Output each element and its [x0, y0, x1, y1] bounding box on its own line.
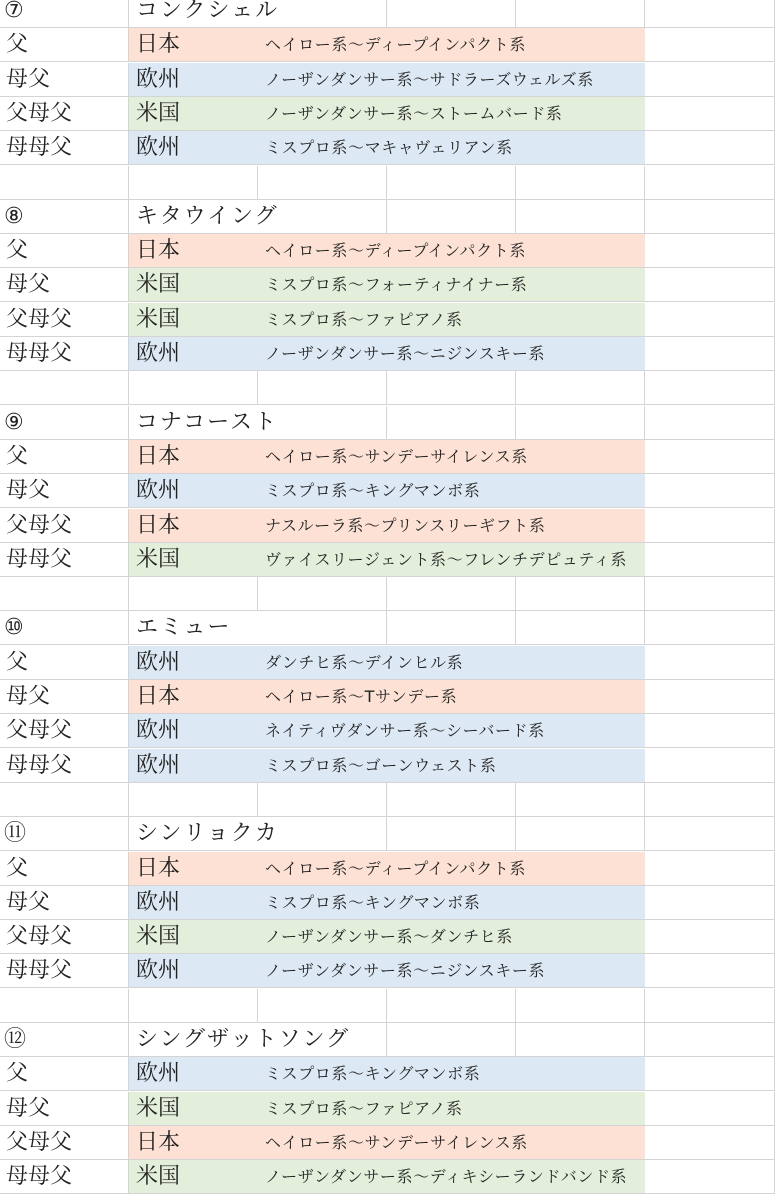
region-label: 欧州 [136, 649, 181, 675]
grid-cell[interactable] [645, 474, 775, 508]
grid-cell[interactable] [0, 577, 129, 611]
grid-cell[interactable] [645, 268, 775, 302]
blank-row [0, 989, 775, 1023]
blank-row [0, 166, 775, 200]
region-label: 日本 [136, 443, 181, 469]
horse-header-row [0, 817, 775, 851]
pedigree-row [0, 509, 775, 543]
sire-line-text: ミスプロ系〜ゴーンウェスト系 [265, 755, 497, 775]
sire-line-text: ミスプロ系〜ファピアノ系 [265, 309, 463, 329]
grid-cell[interactable] [645, 989, 775, 1023]
pedigree-row [0, 1160, 775, 1194]
grid-cell[interactable] [129, 166, 258, 200]
horse-number: ⑨ [4, 409, 24, 435]
grid-cell[interactable] [645, 200, 775, 234]
horse-name: コナコースト [136, 409, 279, 435]
grid-cell[interactable] [645, 28, 775, 62]
sire-line-text: ヘイロー系〜ディープインパクト系 [265, 241, 526, 261]
pedigree-row [0, 680, 775, 714]
pedigree-position-label: 母母父 [6, 752, 73, 778]
horse-header-row [0, 1023, 775, 1057]
sire-line-text: ヘイロー系〜Tサンデー系 [265, 687, 458, 706]
region-label: 米国 [136, 924, 181, 950]
pedigree-row [0, 268, 775, 302]
pedigree-row [0, 474, 775, 508]
region-label: 米国 [136, 1095, 181, 1121]
grid-cell[interactable] [387, 0, 516, 28]
sire-line-text: ノーザンダンサー系〜ストームバード系 [265, 103, 563, 123]
grid-cell[interactable] [645, 1160, 775, 1194]
pedigree-position-label: 父母父 [6, 924, 73, 950]
grid-cell[interactable] [387, 989, 516, 1023]
region-label: 欧州 [136, 718, 181, 744]
grid-cell[interactable] [645, 714, 775, 748]
pedigree-row [0, 646, 775, 680]
pedigree-position-label: 父 [6, 649, 29, 675]
horse-header-row [0, 200, 775, 234]
sire-line-text: ヘイロー系〜ディープインパクト系 [265, 858, 526, 878]
pedigree-row [0, 303, 775, 337]
sire-line-text: ヘイロー系〜サンデーサイレンス系 [265, 1132, 528, 1152]
pedigree-position-label: 父母父 [6, 306, 73, 332]
grid-cell[interactable] [0, 989, 129, 1023]
grid-cell[interactable] [258, 783, 387, 817]
grid-cell[interactable] [516, 166, 645, 200]
grid-cell[interactable] [516, 817, 645, 851]
sire-line-text: ミスプロ系〜キングマンボ系 [265, 481, 481, 501]
region-label: 欧州 [136, 889, 181, 915]
sire-line-text: ヘイロー系〜サンデーサイレンス系 [265, 446, 528, 466]
pedigree-position-label: 母父 [6, 272, 51, 298]
grid-cell[interactable] [645, 680, 775, 714]
sire-line-text: ノーザンダンサー系〜ニジンスキー系 [265, 344, 546, 363]
sire-line-text: ネイティヴダンサー系〜シーバード系 [265, 721, 545, 741]
horse-name: シンリョクカ [136, 821, 279, 847]
grid-cell[interactable] [387, 611, 516, 645]
grid-cell[interactable] [645, 509, 775, 543]
grid-cell[interactable] [516, 1023, 645, 1057]
grid-cell[interactable] [645, 1057, 775, 1091]
pedigree-row [0, 886, 775, 920]
pedigree-position-label: 父母父 [6, 100, 73, 126]
sire-line-text: ミスプロ系〜マキャヴェリアン系 [265, 138, 513, 158]
pedigree-row [0, 954, 775, 988]
grid-cell[interactable] [645, 1023, 775, 1057]
grid-cell[interactable] [516, 989, 645, 1023]
pedigree-position-label: 母母父 [6, 1164, 73, 1190]
sire-line-text: ミスプロ系〜ファピアノ系 [265, 1098, 463, 1118]
grid-cell[interactable] [645, 920, 775, 954]
region-label: 欧州 [136, 1061, 181, 1087]
grid-cell[interactable] [129, 989, 258, 1023]
grid-cell[interactable] [645, 646, 775, 680]
pedigree-position-label: 母父 [6, 66, 51, 92]
pedigree-position-label: 父母父 [6, 718, 73, 744]
sire-line-text: ノーザンダンサー系〜ダンチヒ系 [265, 927, 513, 947]
region-label: 日本 [136, 855, 181, 881]
pedigree-row [0, 131, 775, 165]
region-label: 欧州 [136, 478, 181, 504]
pedigree-row [0, 920, 775, 954]
grid-cell[interactable] [387, 166, 516, 200]
pedigree-position-label: 父 [6, 443, 29, 469]
grid-cell[interactable] [645, 954, 775, 988]
pedigree-position-label: 父 [6, 32, 29, 58]
pedigree-position-label: 父母父 [6, 1129, 73, 1155]
pedigree-row [0, 1126, 775, 1160]
grid-cell[interactable] [129, 577, 258, 611]
grid-cell[interactable] [258, 166, 387, 200]
region-label: 米国 [136, 306, 181, 332]
pedigree-position-label: 母父 [6, 889, 51, 915]
region-label: 日本 [136, 238, 181, 264]
region-label: 日本 [136, 32, 181, 58]
region-label: 欧州 [136, 752, 181, 778]
grid-cell[interactable] [387, 406, 516, 440]
horse-number: ⑫ [4, 1027, 27, 1052]
pedigree-row [0, 714, 775, 748]
horse-name: シングザットソング [136, 1027, 351, 1052]
pedigree-position-label: 母父 [6, 1095, 51, 1121]
region-label: 米国 [136, 100, 181, 126]
sire-line-text: ヴァイスリージェント系〜フレンチデピュティ系 [265, 549, 627, 569]
horse-name: キタウイング [136, 203, 279, 229]
horse-number: ⑦ [4, 0, 24, 23]
pedigree-row [0, 749, 775, 783]
pedigree-position-label: 母母父 [6, 135, 73, 161]
region-label: 日本 [136, 512, 181, 538]
horse-name: コンクシェル [136, 0, 280, 23]
region-label: 欧州 [136, 341, 181, 366]
region-label: 欧州 [136, 958, 181, 984]
grid-cell[interactable] [645, 97, 775, 131]
pedigree-row [0, 852, 775, 886]
pedigree-row [0, 1092, 775, 1126]
sire-line-text: ダンチヒ系〜デインヒル系 [265, 652, 464, 672]
grid-cell[interactable] [516, 0, 645, 28]
region-label: 米国 [136, 272, 181, 298]
pedigree-row [0, 234, 775, 268]
grid-cell[interactable] [387, 577, 516, 611]
grid-cell[interactable] [258, 989, 387, 1023]
blank-row [0, 577, 775, 611]
grid-cell[interactable] [645, 817, 775, 851]
grid-cell[interactable] [0, 783, 129, 817]
pedigree-position-label: 父母父 [6, 512, 73, 538]
pedigree-row [0, 337, 775, 371]
pedigree-row [0, 28, 775, 62]
horse-number: ⑪ [4, 821, 27, 847]
sire-line-text: ミスプロ系〜キングマンボ系 [265, 1064, 481, 1084]
grid-cell[interactable] [258, 577, 387, 611]
grid-cell[interactable] [645, 131, 775, 165]
pedigree-row [0, 440, 775, 474]
grid-cell[interactable] [0, 166, 129, 200]
blank-row [0, 783, 775, 817]
grid-cell[interactable] [387, 783, 516, 817]
grid-cell[interactable] [645, 749, 775, 783]
horse-name: エミュー [136, 615, 232, 641]
horse-header-row [0, 611, 775, 645]
region-label: 欧州 [136, 135, 181, 161]
sire-line-text: ヘイロー系〜ディープインパクト系 [265, 35, 526, 55]
grid-cell[interactable] [516, 783, 645, 817]
grid-cell[interactable] [645, 371, 775, 405]
grid-cell[interactable] [645, 543, 775, 577]
grid-cell[interactable] [645, 234, 775, 268]
grid-cell[interactable] [645, 406, 775, 440]
pedigree-position-label: 父 [6, 238, 29, 264]
pedigree-position-label: 父 [6, 1061, 29, 1087]
grid-cell[interactable] [645, 886, 775, 920]
grid-cell[interactable] [258, 371, 387, 405]
horse-header-row [0, 406, 775, 440]
horse-number: ⑧ [4, 203, 24, 229]
grid-cell[interactable] [129, 371, 258, 405]
region-label: 日本 [136, 684, 181, 709]
region-label: 米国 [136, 546, 181, 572]
horse-header-row [0, 0, 775, 28]
region-label: 欧州 [136, 66, 181, 92]
grid-cell[interactable] [387, 200, 516, 234]
pedigree-row [0, 543, 775, 577]
grid-cell[interactable] [645, 0, 775, 28]
sire-line-text: ナスルーラ系〜プリンスリーギフト系 [265, 515, 546, 535]
pedigree-row [0, 63, 775, 97]
grid-cell[interactable] [516, 577, 645, 611]
grid-cell[interactable] [645, 337, 775, 371]
grid-cell[interactable] [516, 611, 645, 645]
sire-line-text: ミスプロ系〜キングマンボ系 [265, 892, 481, 912]
grid-cell[interactable] [645, 166, 775, 200]
grid-cell[interactable] [645, 852, 775, 886]
grid-cell[interactable] [645, 1092, 775, 1126]
pedigree-position-label: 母父 [6, 684, 51, 709]
grid-cell[interactable] [387, 371, 516, 405]
pedigree-position-label: 母母父 [6, 958, 73, 984]
grid-cell[interactable] [645, 1126, 775, 1160]
grid-cell[interactable] [516, 406, 645, 440]
grid-cell[interactable] [645, 303, 775, 337]
pedigree-position-label: 母母父 [6, 341, 73, 366]
blank-row [0, 371, 775, 405]
grid-cell[interactable] [258, 611, 387, 645]
pedigree-row [0, 1057, 775, 1091]
sire-line-text: ノーザンダンサー系〜ディキシーランドバンド系 [265, 1167, 628, 1187]
grid-cell[interactable] [516, 200, 645, 234]
grid-cell[interactable] [387, 817, 516, 851]
pedigree-row [0, 97, 775, 131]
grid-cell[interactable] [645, 783, 775, 817]
pedigree-position-label: 母父 [6, 478, 51, 504]
pedigree-position-label: 父 [6, 855, 29, 881]
grid-cell[interactable] [645, 577, 775, 611]
grid-cell[interactable] [129, 783, 258, 817]
grid-cell[interactable] [516, 371, 645, 405]
pedigree-position-label: 母母父 [6, 546, 73, 572]
horse-number: ⑩ [4, 615, 24, 641]
sire-line-text: ミスプロ系〜フォーティナイナー系 [265, 275, 528, 295]
region-label: 日本 [136, 1129, 181, 1155]
region-label: 米国 [136, 1164, 181, 1190]
sire-line-text: ノーザンダンサー系〜ニジンスキー系 [265, 961, 546, 981]
grid-cell[interactable] [387, 1023, 516, 1057]
sire-line-text: ノーザンダンサー系〜サドラーズウェルズ系 [265, 69, 594, 89]
grid-cell[interactable] [645, 63, 775, 97]
grid-cell[interactable] [0, 371, 129, 405]
grid-cell[interactable] [645, 611, 775, 645]
grid-cell[interactable] [645, 440, 775, 474]
